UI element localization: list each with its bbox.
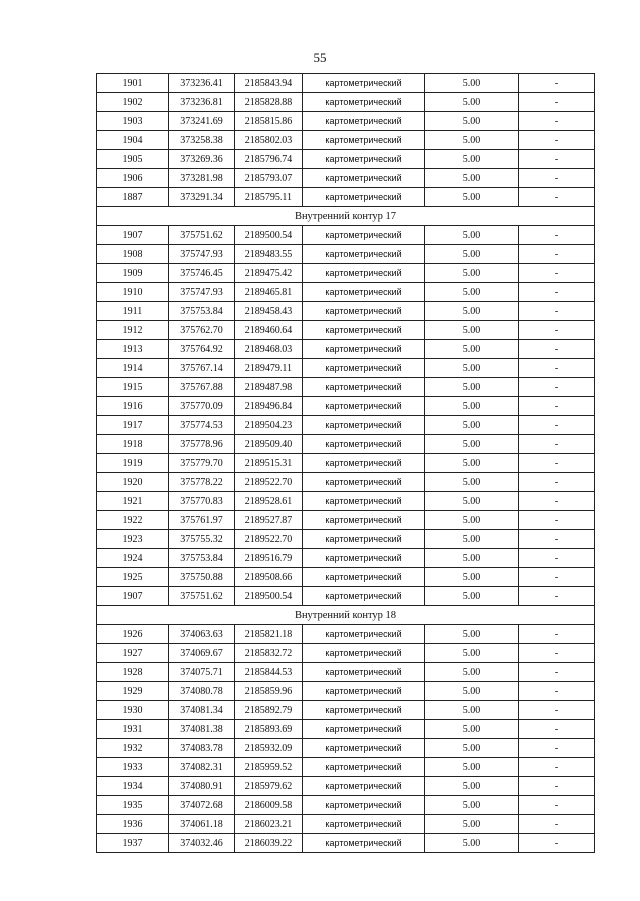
table-row bbox=[97, 131, 595, 150]
accuracy-cell: 5.00 bbox=[425, 777, 519, 796]
note-cell: - bbox=[519, 568, 595, 587]
y-coordinate-cell: 2185844.53 bbox=[235, 663, 303, 682]
table-row bbox=[97, 511, 595, 530]
accuracy-cell: 5.00 bbox=[425, 701, 519, 720]
y-coordinate-cell: 2189483.55 bbox=[235, 245, 303, 264]
x-coordinate-cell: 374075.71 bbox=[169, 663, 235, 682]
x-coordinate-cell: 373258.38 bbox=[169, 131, 235, 150]
point-number-cell: 1929 bbox=[97, 682, 169, 701]
method-cell: картометрический bbox=[303, 188, 425, 207]
method-cell: картометрический bbox=[303, 302, 425, 321]
accuracy-cell: 5.00 bbox=[425, 758, 519, 777]
accuracy-cell: 5.00 bbox=[425, 739, 519, 758]
x-coordinate-cell: 375778.96 bbox=[169, 435, 235, 454]
table-row bbox=[97, 112, 595, 131]
accuracy-cell: 5.00 bbox=[425, 397, 519, 416]
note-cell: - bbox=[519, 720, 595, 739]
note-cell: - bbox=[519, 321, 595, 340]
accuracy-cell: 5.00 bbox=[425, 796, 519, 815]
note-cell: - bbox=[519, 815, 595, 834]
accuracy-cell: 5.00 bbox=[425, 568, 519, 587]
point-number-cell: 1934 bbox=[97, 777, 169, 796]
note-cell: - bbox=[519, 245, 595, 264]
method-cell: картометрический bbox=[303, 340, 425, 359]
method-cell: картометрический bbox=[303, 644, 425, 663]
y-coordinate-cell: 2189500.54 bbox=[235, 226, 303, 245]
table-row bbox=[97, 188, 595, 207]
y-coordinate-cell: 2185796.74 bbox=[235, 150, 303, 169]
accuracy-cell: 5.00 bbox=[425, 340, 519, 359]
note-cell: - bbox=[519, 131, 595, 150]
method-cell: картометрический bbox=[303, 74, 425, 93]
y-coordinate-cell: 2189458.43 bbox=[235, 302, 303, 321]
table-row bbox=[97, 264, 595, 283]
x-coordinate-cell: 375767.14 bbox=[169, 359, 235, 378]
method-cell: картометрический bbox=[303, 758, 425, 777]
table-row bbox=[97, 340, 595, 359]
table-row bbox=[97, 777, 595, 796]
note-cell: - bbox=[519, 188, 595, 207]
table-row bbox=[97, 587, 595, 606]
method-cell: картометрический bbox=[303, 112, 425, 131]
method-cell: картометрический bbox=[303, 378, 425, 397]
method-cell: картометрический bbox=[303, 226, 425, 245]
table-row bbox=[97, 758, 595, 777]
point-number-cell: 1933 bbox=[97, 758, 169, 777]
point-number-cell: 1924 bbox=[97, 549, 169, 568]
x-coordinate-cell: 374080.91 bbox=[169, 777, 235, 796]
x-coordinate-cell: 374083.78 bbox=[169, 739, 235, 758]
point-number-cell: 1907 bbox=[97, 587, 169, 606]
note-cell: - bbox=[519, 682, 595, 701]
table-row bbox=[97, 644, 595, 663]
y-coordinate-cell: 2189460.64 bbox=[235, 321, 303, 340]
table-row bbox=[97, 625, 595, 644]
y-coordinate-cell: 2189508.66 bbox=[235, 568, 303, 587]
x-coordinate-cell: 375753.84 bbox=[169, 302, 235, 321]
point-number-cell: 1932 bbox=[97, 739, 169, 758]
point-number-cell: 1908 bbox=[97, 245, 169, 264]
note-cell: - bbox=[519, 359, 595, 378]
x-coordinate-cell: 374081.38 bbox=[169, 720, 235, 739]
table-row bbox=[97, 682, 595, 701]
method-cell: картометрический bbox=[303, 150, 425, 169]
table-row bbox=[97, 226, 595, 245]
note-cell: - bbox=[519, 397, 595, 416]
y-coordinate-cell: 2185802.03 bbox=[235, 131, 303, 150]
y-coordinate-cell: 2189496.84 bbox=[235, 397, 303, 416]
y-coordinate-cell: 2185795.11 bbox=[235, 188, 303, 207]
table-row bbox=[97, 378, 595, 397]
table-row bbox=[97, 815, 595, 834]
point-number-cell: 1901 bbox=[97, 74, 169, 93]
accuracy-cell: 5.00 bbox=[425, 435, 519, 454]
method-cell: картометрический bbox=[303, 492, 425, 511]
method-cell: картометрический bbox=[303, 549, 425, 568]
table-row bbox=[97, 834, 595, 853]
note-cell: - bbox=[519, 112, 595, 131]
accuracy-cell: 5.00 bbox=[425, 492, 519, 511]
y-coordinate-cell: 2189468.03 bbox=[235, 340, 303, 359]
point-number-cell: 1921 bbox=[97, 492, 169, 511]
table-row bbox=[97, 302, 595, 321]
note-cell: - bbox=[519, 283, 595, 302]
accuracy-cell: 5.00 bbox=[425, 530, 519, 549]
x-coordinate-cell: 374080.78 bbox=[169, 682, 235, 701]
method-cell: картометрический bbox=[303, 815, 425, 834]
y-coordinate-cell: 2185832.72 bbox=[235, 644, 303, 663]
x-coordinate-cell: 375761.97 bbox=[169, 511, 235, 530]
table-row bbox=[97, 435, 595, 454]
x-coordinate-cell: 375767.88 bbox=[169, 378, 235, 397]
x-coordinate-cell: 373291.34 bbox=[169, 188, 235, 207]
x-coordinate-cell: 374069.67 bbox=[169, 644, 235, 663]
section-header-row bbox=[97, 606, 595, 625]
method-cell: картометрический bbox=[303, 264, 425, 283]
x-coordinate-cell: 375779.70 bbox=[169, 454, 235, 473]
x-coordinate-cell: 375746.45 bbox=[169, 264, 235, 283]
accuracy-cell: 5.00 bbox=[425, 815, 519, 834]
section-header-row bbox=[97, 207, 595, 226]
point-number-cell: 1905 bbox=[97, 150, 169, 169]
note-cell: - bbox=[519, 473, 595, 492]
accuracy-cell: 5.00 bbox=[425, 682, 519, 701]
point-number-cell: 1936 bbox=[97, 815, 169, 834]
note-cell: - bbox=[519, 587, 595, 606]
point-number-cell: 1931 bbox=[97, 720, 169, 739]
accuracy-cell: 5.00 bbox=[425, 473, 519, 492]
y-coordinate-cell: 2189528.61 bbox=[235, 492, 303, 511]
x-coordinate-cell: 373236.81 bbox=[169, 93, 235, 112]
y-coordinate-cell: 2185893.69 bbox=[235, 720, 303, 739]
x-coordinate-cell: 374082.31 bbox=[169, 758, 235, 777]
point-number-cell: 1918 bbox=[97, 435, 169, 454]
table-row bbox=[97, 283, 595, 302]
note-cell: - bbox=[519, 625, 595, 644]
method-cell: картометрический bbox=[303, 397, 425, 416]
page-number: 55 bbox=[313, 50, 327, 65]
table-row bbox=[97, 416, 595, 435]
y-coordinate-cell: 2189504.23 bbox=[235, 416, 303, 435]
table-row bbox=[97, 530, 595, 549]
method-cell: картометрический bbox=[303, 473, 425, 492]
y-coordinate-cell: 2186023.21 bbox=[235, 815, 303, 834]
note-cell: - bbox=[519, 511, 595, 530]
accuracy-cell: 5.00 bbox=[425, 511, 519, 530]
note-cell: - bbox=[519, 226, 595, 245]
accuracy-cell: 5.00 bbox=[425, 454, 519, 473]
y-coordinate-cell: 2185843.94 bbox=[235, 74, 303, 93]
note-cell: - bbox=[519, 758, 595, 777]
note-cell: - bbox=[519, 74, 595, 93]
method-cell: картометрический bbox=[303, 720, 425, 739]
note-cell: - bbox=[519, 378, 595, 397]
y-coordinate-cell: 2185828.88 bbox=[235, 93, 303, 112]
y-coordinate-cell: 2189509.40 bbox=[235, 435, 303, 454]
x-coordinate-cell: 375750.88 bbox=[169, 568, 235, 587]
x-coordinate-cell: 374063.63 bbox=[169, 625, 235, 644]
y-coordinate-cell: 2185979.62 bbox=[235, 777, 303, 796]
x-coordinate-cell: 375764.92 bbox=[169, 340, 235, 359]
note-cell: - bbox=[519, 340, 595, 359]
point-number-cell: 1937 bbox=[97, 834, 169, 853]
x-coordinate-cell: 375770.09 bbox=[169, 397, 235, 416]
note-cell: - bbox=[519, 416, 595, 435]
note-cell: - bbox=[519, 454, 595, 473]
accuracy-cell: 5.00 bbox=[425, 112, 519, 131]
y-coordinate-cell: 2189522.70 bbox=[235, 473, 303, 492]
accuracy-cell: 5.00 bbox=[425, 644, 519, 663]
note-cell: - bbox=[519, 93, 595, 112]
accuracy-cell: 5.00 bbox=[425, 93, 519, 112]
note-cell: - bbox=[519, 834, 595, 853]
method-cell: картометрический bbox=[303, 568, 425, 587]
note-cell: - bbox=[519, 169, 595, 188]
accuracy-cell: 5.00 bbox=[425, 74, 519, 93]
table-row bbox=[97, 549, 595, 568]
point-number-cell: 1904 bbox=[97, 131, 169, 150]
y-coordinate-cell: 2189527.87 bbox=[235, 511, 303, 530]
point-number-cell: 1919 bbox=[97, 454, 169, 473]
method-cell: картометрический bbox=[303, 834, 425, 853]
y-coordinate-cell: 2185892.79 bbox=[235, 701, 303, 720]
accuracy-cell: 5.00 bbox=[425, 302, 519, 321]
y-coordinate-cell: 2185821.18 bbox=[235, 625, 303, 644]
method-cell: картометрический bbox=[303, 359, 425, 378]
accuracy-cell: 5.00 bbox=[425, 378, 519, 397]
note-cell: - bbox=[519, 644, 595, 663]
note-cell: - bbox=[519, 739, 595, 758]
point-number-cell: 1928 bbox=[97, 663, 169, 682]
x-coordinate-cell: 375747.93 bbox=[169, 283, 235, 302]
point-number-cell: 1923 bbox=[97, 530, 169, 549]
y-coordinate-cell: 2185932.09 bbox=[235, 739, 303, 758]
x-coordinate-cell: 374032.46 bbox=[169, 834, 235, 853]
note-cell: - bbox=[519, 302, 595, 321]
x-coordinate-cell: 373236.41 bbox=[169, 74, 235, 93]
accuracy-cell: 5.00 bbox=[425, 245, 519, 264]
x-coordinate-cell: 375755.32 bbox=[169, 530, 235, 549]
x-coordinate-cell: 374061.18 bbox=[169, 815, 235, 834]
point-number-cell: 1935 bbox=[97, 796, 169, 815]
accuracy-cell: 5.00 bbox=[425, 188, 519, 207]
note-cell: - bbox=[519, 264, 595, 283]
point-number-cell: 1922 bbox=[97, 511, 169, 530]
accuracy-cell: 5.00 bbox=[425, 549, 519, 568]
y-coordinate-cell: 2189465.81 bbox=[235, 283, 303, 302]
method-cell: картометрический bbox=[303, 739, 425, 758]
note-cell: - bbox=[519, 663, 595, 682]
point-number-cell: 1930 bbox=[97, 701, 169, 720]
table-row bbox=[97, 663, 595, 682]
point-number-cell: 1917 bbox=[97, 416, 169, 435]
coordinates-table bbox=[96, 73, 595, 853]
x-coordinate-cell: 375751.62 bbox=[169, 226, 235, 245]
point-number-cell: 1915 bbox=[97, 378, 169, 397]
method-cell: картометрический bbox=[303, 663, 425, 682]
y-coordinate-cell: 2189500.54 bbox=[235, 587, 303, 606]
point-number-cell: 1910 bbox=[97, 283, 169, 302]
note-cell: - bbox=[519, 492, 595, 511]
method-cell: картометрический bbox=[303, 131, 425, 150]
table-row bbox=[97, 492, 595, 511]
x-coordinate-cell: 373241.69 bbox=[169, 112, 235, 131]
point-number-cell: 1911 bbox=[97, 302, 169, 321]
method-cell: картометрический bbox=[303, 587, 425, 606]
point-number-cell: 1927 bbox=[97, 644, 169, 663]
point-number-cell: 1912 bbox=[97, 321, 169, 340]
accuracy-cell: 5.00 bbox=[425, 587, 519, 606]
y-coordinate-cell: 2185859.96 bbox=[235, 682, 303, 701]
accuracy-cell: 5.00 bbox=[425, 283, 519, 302]
x-coordinate-cell: 375751.62 bbox=[169, 587, 235, 606]
note-cell: - bbox=[519, 435, 595, 454]
table-row bbox=[97, 359, 595, 378]
point-number-cell: 1916 bbox=[97, 397, 169, 416]
x-coordinate-cell: 373281.98 bbox=[169, 169, 235, 188]
x-coordinate-cell: 374081.34 bbox=[169, 701, 235, 720]
table-row bbox=[97, 739, 595, 758]
note-cell: - bbox=[519, 530, 595, 549]
accuracy-cell: 5.00 bbox=[425, 720, 519, 739]
accuracy-cell: 5.00 bbox=[425, 416, 519, 435]
point-number-cell: 1902 bbox=[97, 93, 169, 112]
table-row bbox=[97, 397, 595, 416]
x-coordinate-cell: 375747.93 bbox=[169, 245, 235, 264]
method-cell: картометрический bbox=[303, 625, 425, 644]
y-coordinate-cell: 2189522.70 bbox=[235, 530, 303, 549]
x-coordinate-cell: 375778.22 bbox=[169, 473, 235, 492]
y-coordinate-cell: 2185815.86 bbox=[235, 112, 303, 131]
method-cell: картометрический bbox=[303, 511, 425, 530]
point-number-cell: 1909 bbox=[97, 264, 169, 283]
accuracy-cell: 5.00 bbox=[425, 663, 519, 682]
table-row bbox=[97, 701, 595, 720]
method-cell: картометрический bbox=[303, 682, 425, 701]
y-coordinate-cell: 2189516.79 bbox=[235, 549, 303, 568]
x-coordinate-cell: 375753.84 bbox=[169, 549, 235, 568]
point-number-cell: 1925 bbox=[97, 568, 169, 587]
point-number-cell: 1926 bbox=[97, 625, 169, 644]
y-coordinate-cell: 2185793.07 bbox=[235, 169, 303, 188]
y-coordinate-cell: 2189479.11 bbox=[235, 359, 303, 378]
accuracy-cell: 5.00 bbox=[425, 359, 519, 378]
table-row bbox=[97, 454, 595, 473]
point-number-cell: 1914 bbox=[97, 359, 169, 378]
method-cell: картометрический bbox=[303, 169, 425, 188]
point-number-cell: 1887 bbox=[97, 188, 169, 207]
note-cell: - bbox=[519, 796, 595, 815]
point-number-cell: 1903 bbox=[97, 112, 169, 131]
section-title: Внутренний контур 18 bbox=[97, 606, 595, 625]
y-coordinate-cell: 2186039.22 bbox=[235, 834, 303, 853]
section-title: Внутренний контур 17 bbox=[97, 207, 595, 226]
method-cell: картометрический bbox=[303, 435, 425, 454]
table-row bbox=[97, 245, 595, 264]
table-row bbox=[97, 93, 595, 112]
y-coordinate-cell: 2189475.42 bbox=[235, 264, 303, 283]
accuracy-cell: 5.00 bbox=[425, 625, 519, 644]
note-cell: - bbox=[519, 777, 595, 796]
y-coordinate-cell: 2186009.58 bbox=[235, 796, 303, 815]
x-coordinate-cell: 375774.53 bbox=[169, 416, 235, 435]
y-coordinate-cell: 2189487.98 bbox=[235, 378, 303, 397]
table-row bbox=[97, 720, 595, 739]
method-cell: картометрический bbox=[303, 454, 425, 473]
x-coordinate-cell: 374072.68 bbox=[169, 796, 235, 815]
method-cell: картометрический bbox=[303, 93, 425, 112]
x-coordinate-cell: 373269.36 bbox=[169, 150, 235, 169]
y-coordinate-cell: 2185959.52 bbox=[235, 758, 303, 777]
accuracy-cell: 5.00 bbox=[425, 264, 519, 283]
y-coordinate-cell: 2189515.31 bbox=[235, 454, 303, 473]
accuracy-cell: 5.00 bbox=[425, 226, 519, 245]
accuracy-cell: 5.00 bbox=[425, 321, 519, 340]
method-cell: картометрический bbox=[303, 530, 425, 549]
table-row bbox=[97, 568, 595, 587]
accuracy-cell: 5.00 bbox=[425, 150, 519, 169]
x-coordinate-cell: 375770.83 bbox=[169, 492, 235, 511]
method-cell: картометрический bbox=[303, 777, 425, 796]
table-row bbox=[97, 74, 595, 93]
point-number-cell: 1920 bbox=[97, 473, 169, 492]
method-cell: картометрический bbox=[303, 701, 425, 720]
table-row bbox=[97, 321, 595, 340]
table-row bbox=[97, 796, 595, 815]
accuracy-cell: 5.00 bbox=[425, 131, 519, 150]
note-cell: - bbox=[519, 150, 595, 169]
x-coordinate-cell: 375762.70 bbox=[169, 321, 235, 340]
method-cell: картометрический bbox=[303, 416, 425, 435]
accuracy-cell: 5.00 bbox=[425, 834, 519, 853]
table-row bbox=[97, 473, 595, 492]
table-row bbox=[97, 169, 595, 188]
method-cell: картометрический bbox=[303, 796, 425, 815]
point-number-cell: 1907 bbox=[97, 226, 169, 245]
coordinates-table-body bbox=[97, 74, 595, 853]
point-number-cell: 1913 bbox=[97, 340, 169, 359]
method-cell: картометрический bbox=[303, 321, 425, 340]
method-cell: картометрический bbox=[303, 283, 425, 302]
point-number-cell: 1906 bbox=[97, 169, 169, 188]
accuracy-cell: 5.00 bbox=[425, 169, 519, 188]
table-row bbox=[97, 150, 595, 169]
note-cell: - bbox=[519, 701, 595, 720]
method-cell: картометрический bbox=[303, 245, 425, 264]
note-cell: - bbox=[519, 549, 595, 568]
